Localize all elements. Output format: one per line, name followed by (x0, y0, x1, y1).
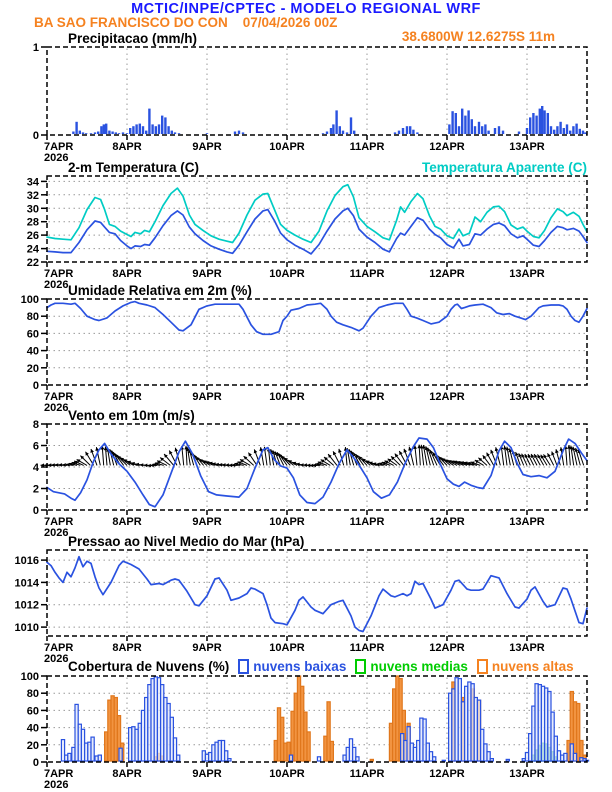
svg-text:12APR: 12APR (429, 391, 465, 403)
svg-text:2026: 2026 (44, 279, 69, 291)
svg-text:13APR: 13APR (509, 268, 545, 280)
svg-text:0: 0 (32, 380, 39, 392)
svg-text:2026: 2026 (44, 527, 69, 539)
svg-text:13APR: 13APR (509, 516, 545, 528)
svg-text:10APR: 10APR (269, 391, 305, 403)
panel-title-temperature: 2-m Temperatura (C) (68, 160, 200, 175)
svg-text:2026: 2026 (44, 779, 69, 791)
svg-text:11APR: 11APR (349, 268, 385, 280)
svg-text:8APR: 8APR (112, 141, 142, 153)
svg-text:11APR: 11APR (349, 391, 385, 403)
svg-text:80: 80 (26, 688, 39, 701)
page-title: MCTIC/INPE/CPTEC - MODELO REGIONAL WRF (131, 1, 481, 17)
location-coordinates-line: 38.6800W 12.6275S 11m (401, 29, 555, 44)
svg-text:12APR: 12APR (429, 268, 465, 280)
svg-text:10APR: 10APR (269, 516, 305, 528)
svg-text:12APR: 12APR (429, 516, 465, 528)
svg-text:13APR: 13APR (509, 768, 545, 780)
svg-text:11APR: 11APR (349, 141, 385, 153)
svg-text:7APR: 7APR (44, 268, 74, 280)
svg-text:22: 22 (26, 257, 39, 269)
svg-text:34: 34 (26, 176, 39, 189)
svg-text:8APR: 8APR (112, 768, 142, 780)
svg-text:1014: 1014 (14, 577, 39, 590)
svg-text:1012: 1012 (14, 599, 39, 612)
svg-text:0: 0 (32, 757, 39, 769)
svg-text:4: 4 (32, 462, 39, 474)
svg-text:7APR: 7APR (44, 391, 74, 403)
svg-text:13APR: 13APR (509, 642, 545, 654)
svg-text:10APR: 10APR (269, 642, 305, 654)
svg-text:8APR: 8APR (112, 268, 142, 280)
legend-label-low-clouds: nuvens baixas (253, 659, 347, 674)
panel-title-humidity: Umidade Relativa em 2m (%) (68, 283, 252, 298)
low-clouds-swatch-icon (238, 659, 249, 674)
svg-text:40: 40 (26, 722, 39, 735)
svg-text:26: 26 (26, 230, 39, 243)
svg-text:7APR: 7APR (44, 516, 74, 528)
svg-text:7APR: 7APR (44, 642, 74, 654)
svg-text:60: 60 (26, 328, 39, 341)
svg-text:13APR: 13APR (509, 141, 545, 153)
svg-text:2026: 2026 (44, 152, 69, 164)
svg-text:80: 80 (26, 311, 39, 324)
svg-text:1010: 1010 (14, 622, 39, 635)
svg-text:32: 32 (26, 189, 39, 202)
svg-text:0: 0 (32, 130, 39, 142)
svg-text:20: 20 (26, 739, 39, 752)
svg-text:24: 24 (26, 243, 39, 256)
cloud-cover-legend (68, 659, 574, 674)
svg-text:8APR: 8APR (112, 391, 142, 403)
svg-text:7APR: 7APR (44, 141, 74, 153)
svg-text:30: 30 (26, 203, 39, 216)
svg-text:12APR: 12APR (429, 768, 465, 780)
svg-text:2: 2 (32, 483, 39, 496)
svg-text:60: 60 (26, 705, 39, 718)
legend-label-high-clouds: nuvens altas (491, 659, 574, 674)
svg-text:1: 1 (32, 42, 39, 54)
svg-text:9APR: 9APR (192, 516, 222, 528)
svg-text:40: 40 (26, 345, 39, 358)
svg-text:7APR: 7APR (44, 768, 74, 780)
svg-text:11APR: 11APR (349, 768, 385, 780)
svg-text:8APR: 8APR (112, 642, 142, 654)
panel-title-clouds: Cobertura de Nuvens (%) (68, 659, 230, 674)
legend-item-mid-clouds (355, 659, 468, 674)
svg-text:12APR: 12APR (429, 141, 465, 153)
svg-text:12APR: 12APR (429, 642, 465, 654)
svg-text:20: 20 (26, 362, 39, 375)
svg-text:11APR: 11APR (349, 642, 385, 654)
panel-title-pressure: Pressao ao Nivel Medio do Mar (hPa) (68, 534, 305, 549)
svg-text:9APR: 9APR (192, 268, 222, 280)
legend-label-mid-clouds: nuvens medias (370, 659, 468, 674)
svg-text:10APR: 10APR (269, 768, 305, 780)
svg-text:1016: 1016 (14, 555, 39, 568)
svg-text:9APR: 9APR (192, 391, 222, 403)
svg-text:2026: 2026 (44, 402, 69, 414)
svg-text:2026: 2026 (44, 653, 69, 665)
svg-text:9APR: 9APR (192, 642, 222, 654)
svg-text:10APR: 10APR (269, 141, 305, 153)
station-date-line: BA SAO FRANCISCO DO CON 07/04/2026 00Z (34, 15, 338, 30)
legend-item-high-clouds (477, 659, 574, 674)
svg-text:28: 28 (26, 216, 39, 229)
svg-text:100: 100 (20, 294, 39, 306)
panel-title-precipitation: Precipitacao (mm/h) (68, 31, 198, 46)
svg-text:100: 100 (20, 671, 39, 683)
svg-text:11APR: 11APR (349, 516, 385, 528)
svg-text:6: 6 (32, 440, 39, 453)
svg-text:13APR: 13APR (509, 391, 545, 403)
svg-text:0: 0 (32, 505, 39, 517)
mid-clouds-swatch-icon (355, 659, 366, 674)
legend-item-low-clouds (238, 659, 346, 674)
high-clouds-swatch-icon (477, 659, 488, 674)
panel-title-apparent-temperature: Temperatura Aparente (C) (421, 160, 587, 175)
svg-text:9APR: 9APR (192, 768, 222, 780)
panel-title-wind: Vento em 10m (m/s) (68, 408, 195, 423)
svg-text:10APR: 10APR (269, 268, 305, 280)
svg-text:9APR: 9APR (192, 141, 222, 153)
svg-text:8: 8 (32, 419, 39, 431)
svg-text:8APR: 8APR (112, 516, 142, 528)
